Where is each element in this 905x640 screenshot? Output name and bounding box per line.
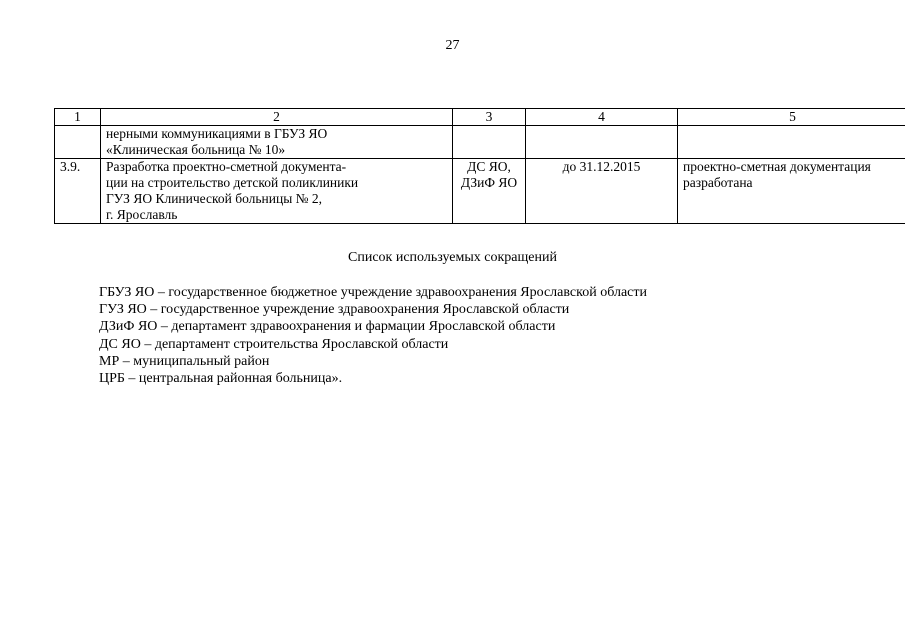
column-header-4: 4 [526, 109, 678, 126]
cell-description [101, 126, 453, 159]
cell-result-line: проектно-сметная документация [683, 159, 871, 174]
cell-description-line: г. Ярославль [106, 207, 178, 222]
table-header-row [55, 109, 905, 126]
cell-description-line: нерными коммуникациями в ГБУЗ ЯО [106, 126, 328, 141]
cell-result [678, 159, 905, 224]
cell-executor [453, 159, 526, 224]
table-row-continuation [55, 126, 905, 159]
cell-deadline: до 31.12.2015 [526, 159, 678, 224]
cell-description-line: ГУЗ ЯО Клинической больницы № 2, [106, 191, 323, 206]
cell-executor [453, 126, 526, 159]
cell-description-line: ции на строительство детской поликлиники [106, 175, 359, 190]
cell-number [55, 126, 101, 159]
cell-result-line: разработана [683, 175, 753, 190]
cell-executor-line: ДС ЯО, [467, 159, 511, 174]
table-row-3-9 [55, 159, 905, 224]
cell-description-line: Разработка проектно-сметной документа- [106, 159, 347, 174]
cell-result [678, 126, 905, 159]
abbreviations-list [99, 284, 859, 387]
cell-executor-line: ДЗиФ ЯО [460, 175, 518, 190]
column-header-1: 1 [55, 109, 101, 126]
abbreviation-item: ГУЗ ЯО – государственное учреждение здравоохранения Ярославской области [99, 302, 570, 318]
column-header-3: 3 [453, 109, 526, 126]
abbreviation-item: МР – муниципальный район [99, 353, 270, 369]
measures-table [54, 108, 905, 224]
abbreviation-item: ДС ЯО – департамент строительства Ярославской области [99, 336, 449, 352]
column-header-5: 5 [678, 109, 905, 126]
abbreviation-item: ЦРБ – центральная районная больница». [99, 371, 343, 387]
column-header-2: 2 [101, 109, 453, 126]
abbreviation-item: ГБУЗ ЯО – государственное бюджетное учреждение здравоохранения Ярославской области [99, 285, 648, 300]
page-number: 27 [445, 38, 460, 53]
cell-description-line: «Клиническая больница № 10» [106, 142, 286, 157]
abbreviations-title: Список используемых сокращений [348, 250, 557, 265]
cell-deadline [526, 126, 678, 159]
abbreviation-item: ДЗиФ ЯО – департамент здравоохранения и фармации Ярославской области [99, 319, 556, 335]
cell-number: 3.9. [55, 159, 101, 224]
cell-description [101, 159, 453, 224]
